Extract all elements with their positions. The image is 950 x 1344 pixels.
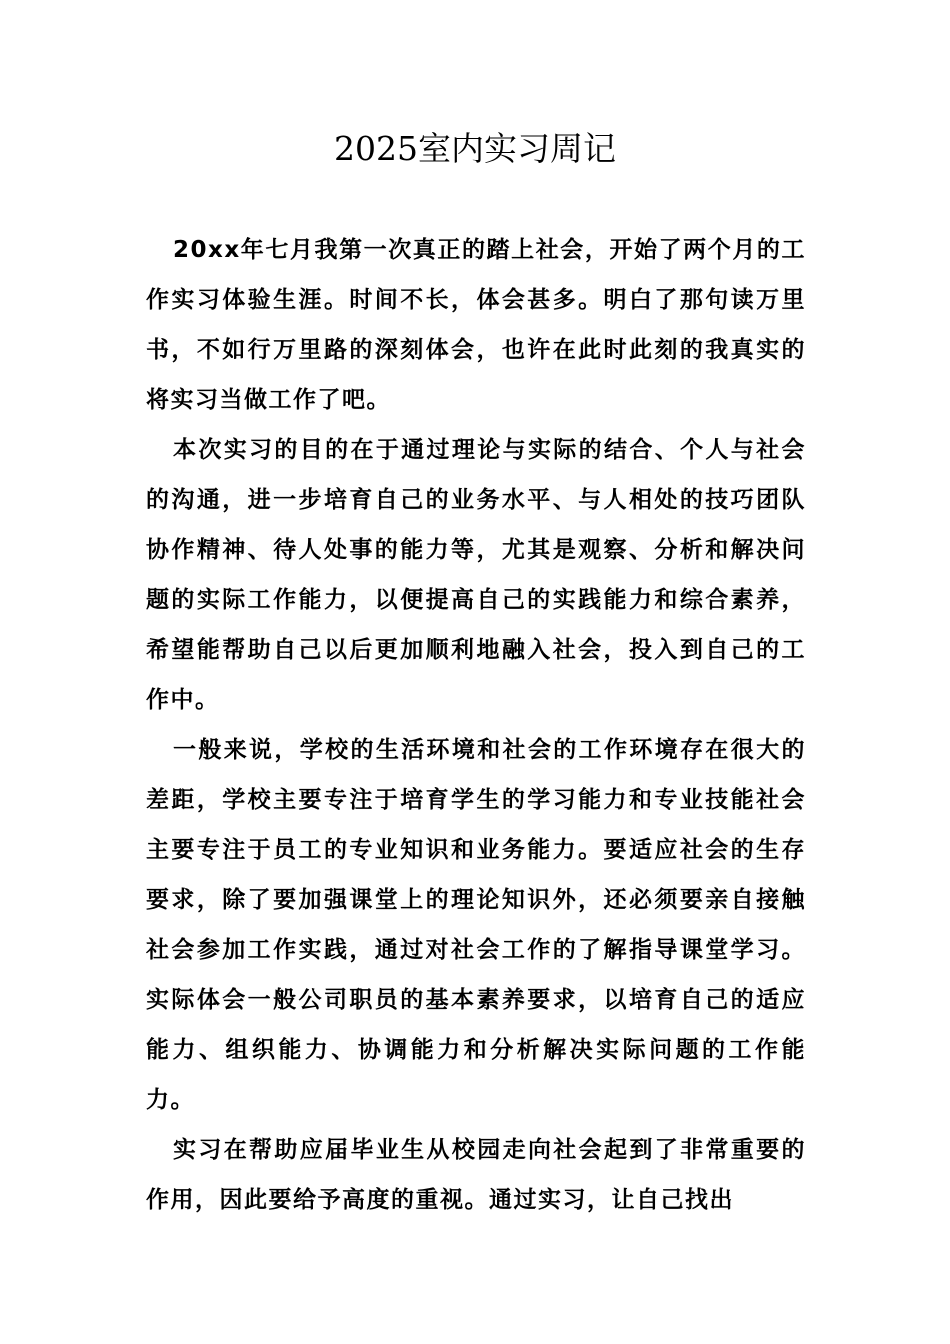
document-title: 2025室内实习周记 (334, 129, 616, 168)
paragraph-1: 20xx年七月我第一次真正的踏上社会，开始了两个月的工作实习体验生涯。时间不长，体会甚多。明白了那句读万里书，不如行万里路的深刻体会，也许在此时此刻的我真实的将实习当做工作了吧。 (146, 237, 806, 413)
paragraph-3: 一般来说，学校的生活环境和社会的工作环境存在很大的差距，学校主要专注于培育学生的学习能力和专业技能社会主要专注于员工的专业知识和业务能力。要适应社会的生存要求，除了要加强课堂上的理论知识外，还必须要亲自接触社会参加工作实践，通过对社会工作的了解指导课堂学习。实际体会一般公司职员的基本素养要求，以培育自己的适应能力、组织能力、协调能力和分析解决实际问题的工作能力。 (146, 737, 806, 1113)
paragraph-4: 实习在帮助应届毕业生从校园走向社会起到了非常重要的作用，因此要给予高度的重视。通过实习，让自己找出 (146, 1137, 806, 1213)
document-body (146, 225, 806, 1225)
paragraph-2: 本次实习的目的在于通过理论与实际的结合、个人与社会的沟通，进一步培育自己的业务水平、与人相处的技巧团队协作精神、待人处事的能力等，尤其是观察、分析和解决问题的实际工作能力，以便提高自己的实践能力和综合素养，希望能帮助自己以后更加顺利地融入社会，投入到自己的工作中。 (146, 437, 806, 713)
